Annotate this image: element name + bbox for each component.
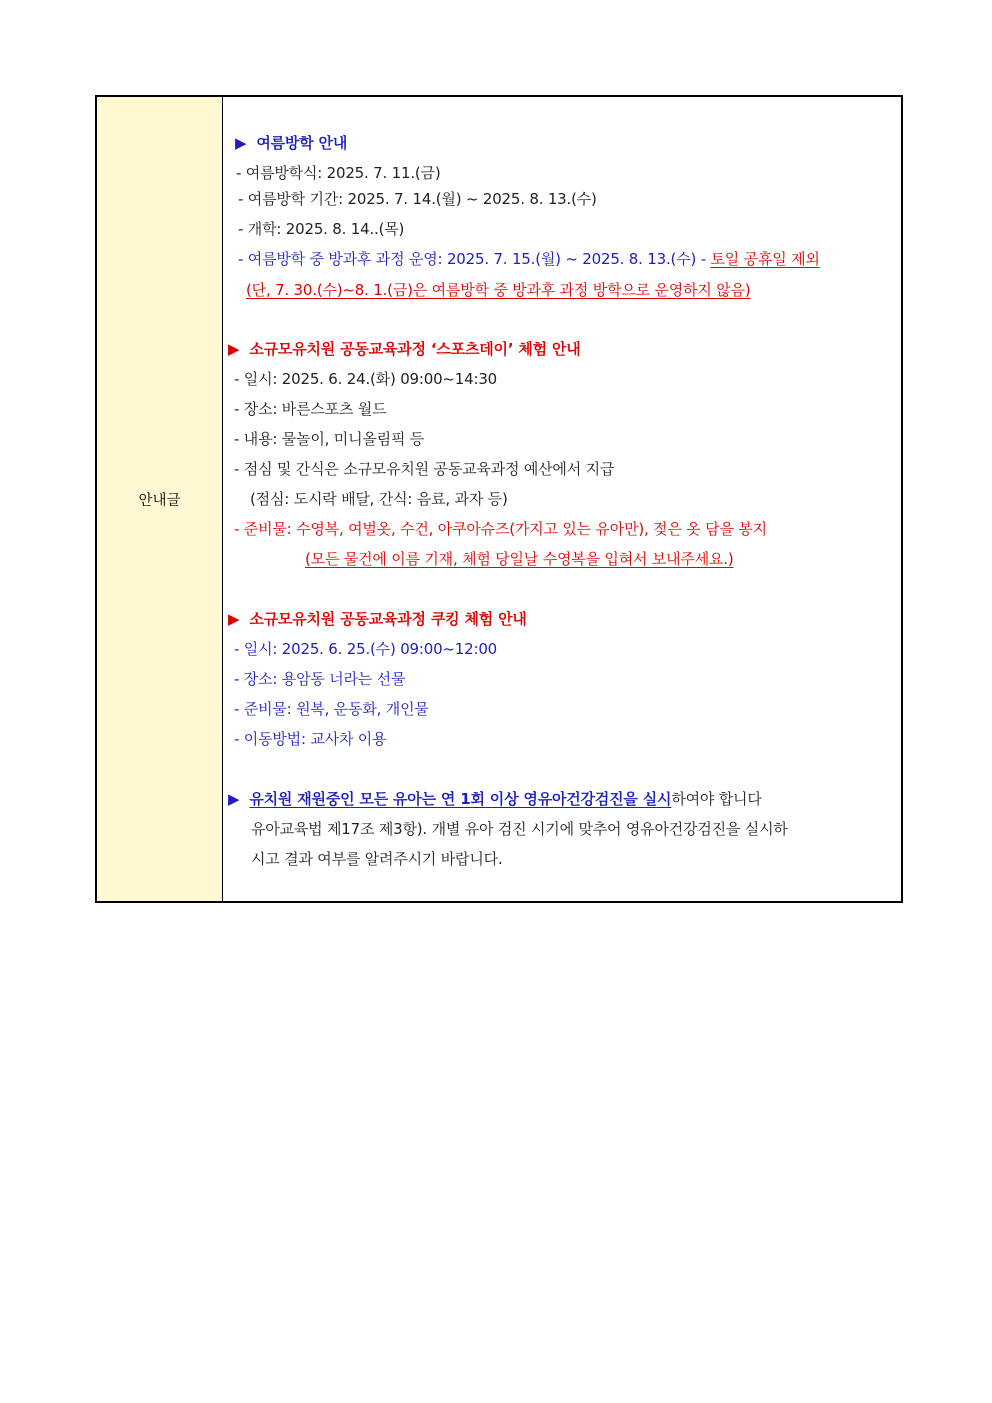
- health-check-heading: [228, 789, 762, 809]
- summer-line-3: - 개학: 2025. 8. 14..(목): [238, 220, 405, 238]
- triangle-right-icon: ▶: [228, 340, 240, 358]
- sports-line-3: - 내용: 물놀이, 미니올림픽 등: [234, 430, 425, 448]
- sports-line-7: (모든 물건에 이름 기재, 체험 당일날 수영복을 입혀서 보내주세요.): [305, 550, 734, 568]
- content-cell: [223, 97, 901, 901]
- summer-line-4-text: - 여름방학 중 방과후 과정 운영: 2025. 7. 15.(월) ~ 2025. 8. 13.(수) -: [238, 250, 711, 268]
- cooking-line-3: - 준비물: 원복, 운동화, 개인물: [234, 700, 429, 718]
- health-check-line-2: 시고 결과 여부를 알려주시기 바랍니다.: [251, 850, 503, 868]
- triangle-right-icon: ▶: [228, 790, 240, 808]
- cooking-line-4: - 이동방법: 교사차 이용: [234, 730, 387, 748]
- label-cell: [97, 97, 223, 901]
- cooking-heading-text: 소규모유치원 공동교육과정 쿠킹 체험 안내: [249, 610, 527, 628]
- sports-line-6: - 준비물: 수영복, 여벌옷, 수건, 아쿠아슈즈(가지고 있는 유아만), 젖은 옷 담을 봉지: [234, 520, 767, 538]
- triangle-right-icon: ▶: [228, 610, 240, 628]
- notice-table: [95, 95, 903, 903]
- cooking-heading: [228, 609, 527, 629]
- health-check-line-1: 유아교육법 제17조 제3항). 개별 유아 검진 시기에 맞추어 영유아건강검진을 실시하: [251, 820, 788, 838]
- sports-day-heading-text: 소규모유치원 공동교육과정 ‘스포츠데이’ 체험 안내: [249, 340, 581, 358]
- summer-vacation-heading: [235, 133, 347, 153]
- triangle-right-icon: ▶: [235, 134, 247, 152]
- summer-line-2: - 여름방학 기간: 2025. 7. 14.(월) ~ 2025. 8. 13.(수): [238, 190, 597, 208]
- summer-line-1: - 여름방학식: 2025. 7. 11.(금): [236, 164, 441, 182]
- summer-line-4: [238, 249, 820, 269]
- sports-line-4: - 점심 및 간식은 소규모유치원 공동교육과정 예산에서 지급: [234, 460, 615, 478]
- cooking-line-2: - 장소: 용암동 너라는 선물: [234, 670, 406, 688]
- summer-vacation-heading-text: 여름방학 안내: [256, 134, 348, 152]
- sports-line-5: (점심: 도시락 배달, 간식: 음료, 과자 등): [250, 490, 508, 508]
- sports-line-2: - 장소: 바른스포츠 월드: [234, 400, 387, 418]
- summer-line-4-note: 토일 공휴일 제외: [710, 250, 820, 268]
- health-check-heading-tail: 하여야 합니다: [671, 790, 762, 808]
- health-check-heading-text: 유치원 재원중인 모든 유아는 연 1회 이상 영유아건강검진을 실시: [249, 790, 672, 808]
- sports-day-heading: [228, 339, 581, 359]
- summer-line-5: (단, 7. 30.(수)~8. 1.(금)은 여름방학 중 방과후 과정 방학으로 운영하지 않음): [246, 281, 751, 299]
- cooking-line-1: - 일시: 2025. 6. 25.(수) 09:00~12:00: [234, 640, 498, 658]
- sports-line-1: - 일시: 2025. 6. 24.(화) 09:00~14:30: [234, 370, 498, 388]
- label-text: 안내글: [138, 492, 181, 509]
